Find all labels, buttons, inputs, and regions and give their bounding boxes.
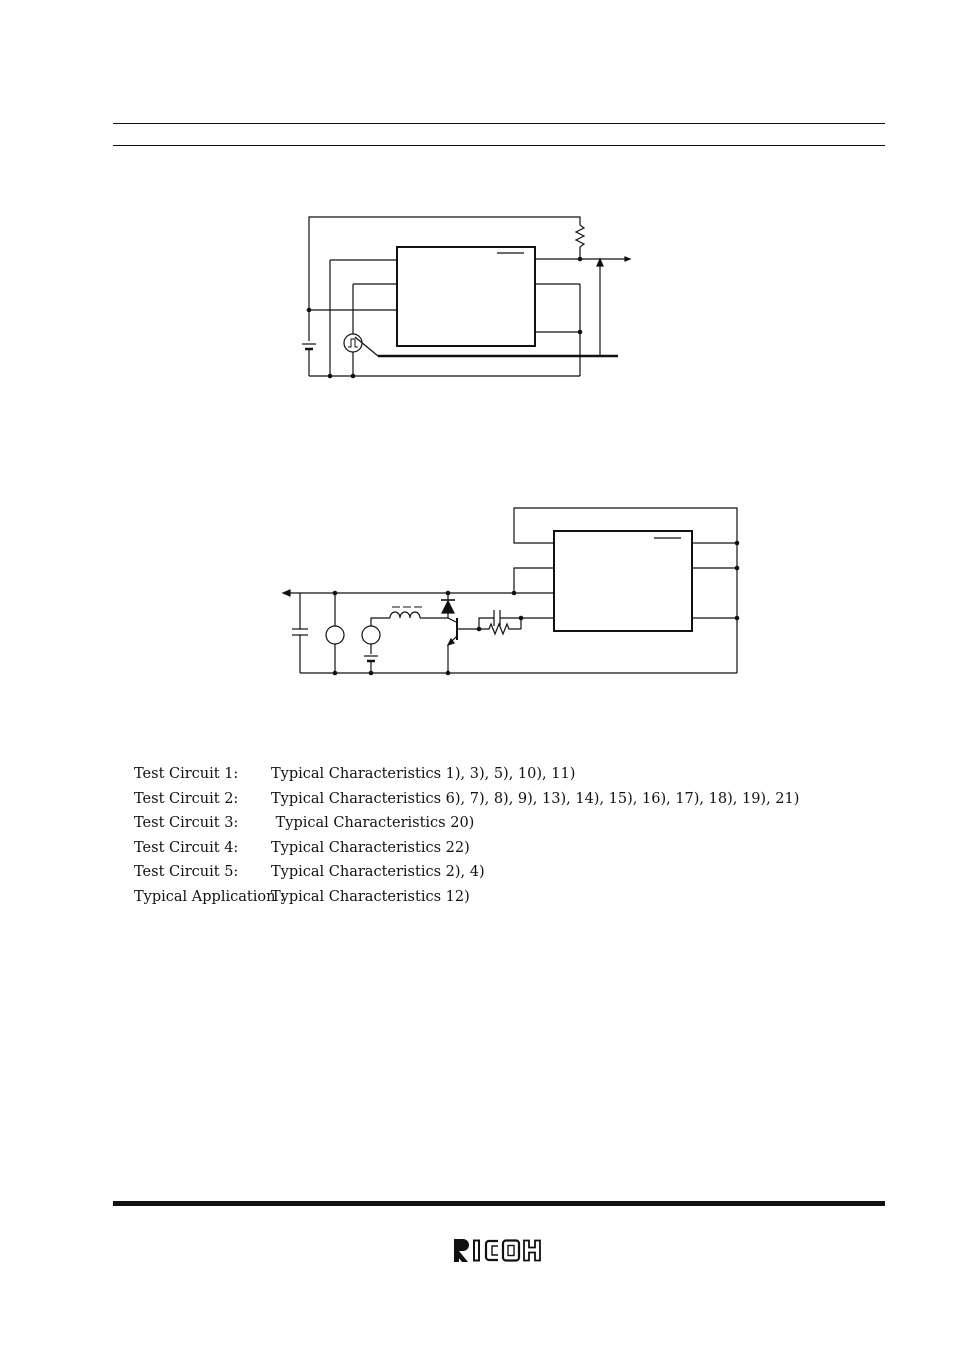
- diode: [442, 601, 454, 613]
- resistor: [576, 225, 584, 247]
- ic-block: [554, 531, 692, 631]
- reference-row: [134, 811, 799, 836]
- output-arrow: [283, 590, 290, 596]
- input-source: [362, 626, 380, 644]
- load-meter: [326, 626, 344, 644]
- reference-value: Typical Characteristics 22): [271, 839, 470, 856]
- test-circuit-diagram-1: [290, 208, 640, 388]
- reference-label: Test Circuit 1:: [134, 766, 239, 782]
- reference-row: [134, 836, 799, 861]
- resistor: [479, 624, 521, 634]
- reference-label: Test Circuit 2:: [134, 790, 239, 807]
- reference-label: Test Circuit 5:: [134, 864, 239, 881]
- test-circuit-diagram-2: [275, 500, 745, 685]
- reference-row: [134, 885, 799, 910]
- reference-value: Typical Characteristics 6), 7), 8), 9), 13), 14), 15), 16), 17), 18), 19), 21): [271, 790, 800, 807]
- reference-label: Test Circuit 4:: [134, 839, 239, 856]
- test-circuit-reference-table: [134, 762, 799, 910]
- supply-wire: [309, 217, 580, 310]
- header-rule-top: [113, 123, 885, 124]
- pulse-source: [344, 334, 362, 352]
- output-arrow: [625, 257, 630, 261]
- ricoh-logo: [452, 1237, 548, 1264]
- ic-block: [397, 247, 535, 346]
- reference-label: Test Circuit 3:: [134, 815, 239, 832]
- header-rule-bottom: [113, 145, 885, 146]
- reference-value: Typical Characteristics 2), 4): [271, 864, 485, 881]
- reference-value: Typical Characteristics 1), 3), 5), 10), 11): [271, 766, 576, 782]
- reference-row: [134, 860, 799, 885]
- reference-value: Typical Characteristics 20): [271, 815, 475, 832]
- footer-rule: [113, 1201, 885, 1206]
- reference-row: [134, 787, 799, 812]
- inductor: [390, 612, 420, 618]
- reference-label: Typical Application :: [134, 888, 285, 905]
- reference-row: [134, 762, 799, 787]
- reference-value: Typical Characteristics 12): [271, 888, 470, 905]
